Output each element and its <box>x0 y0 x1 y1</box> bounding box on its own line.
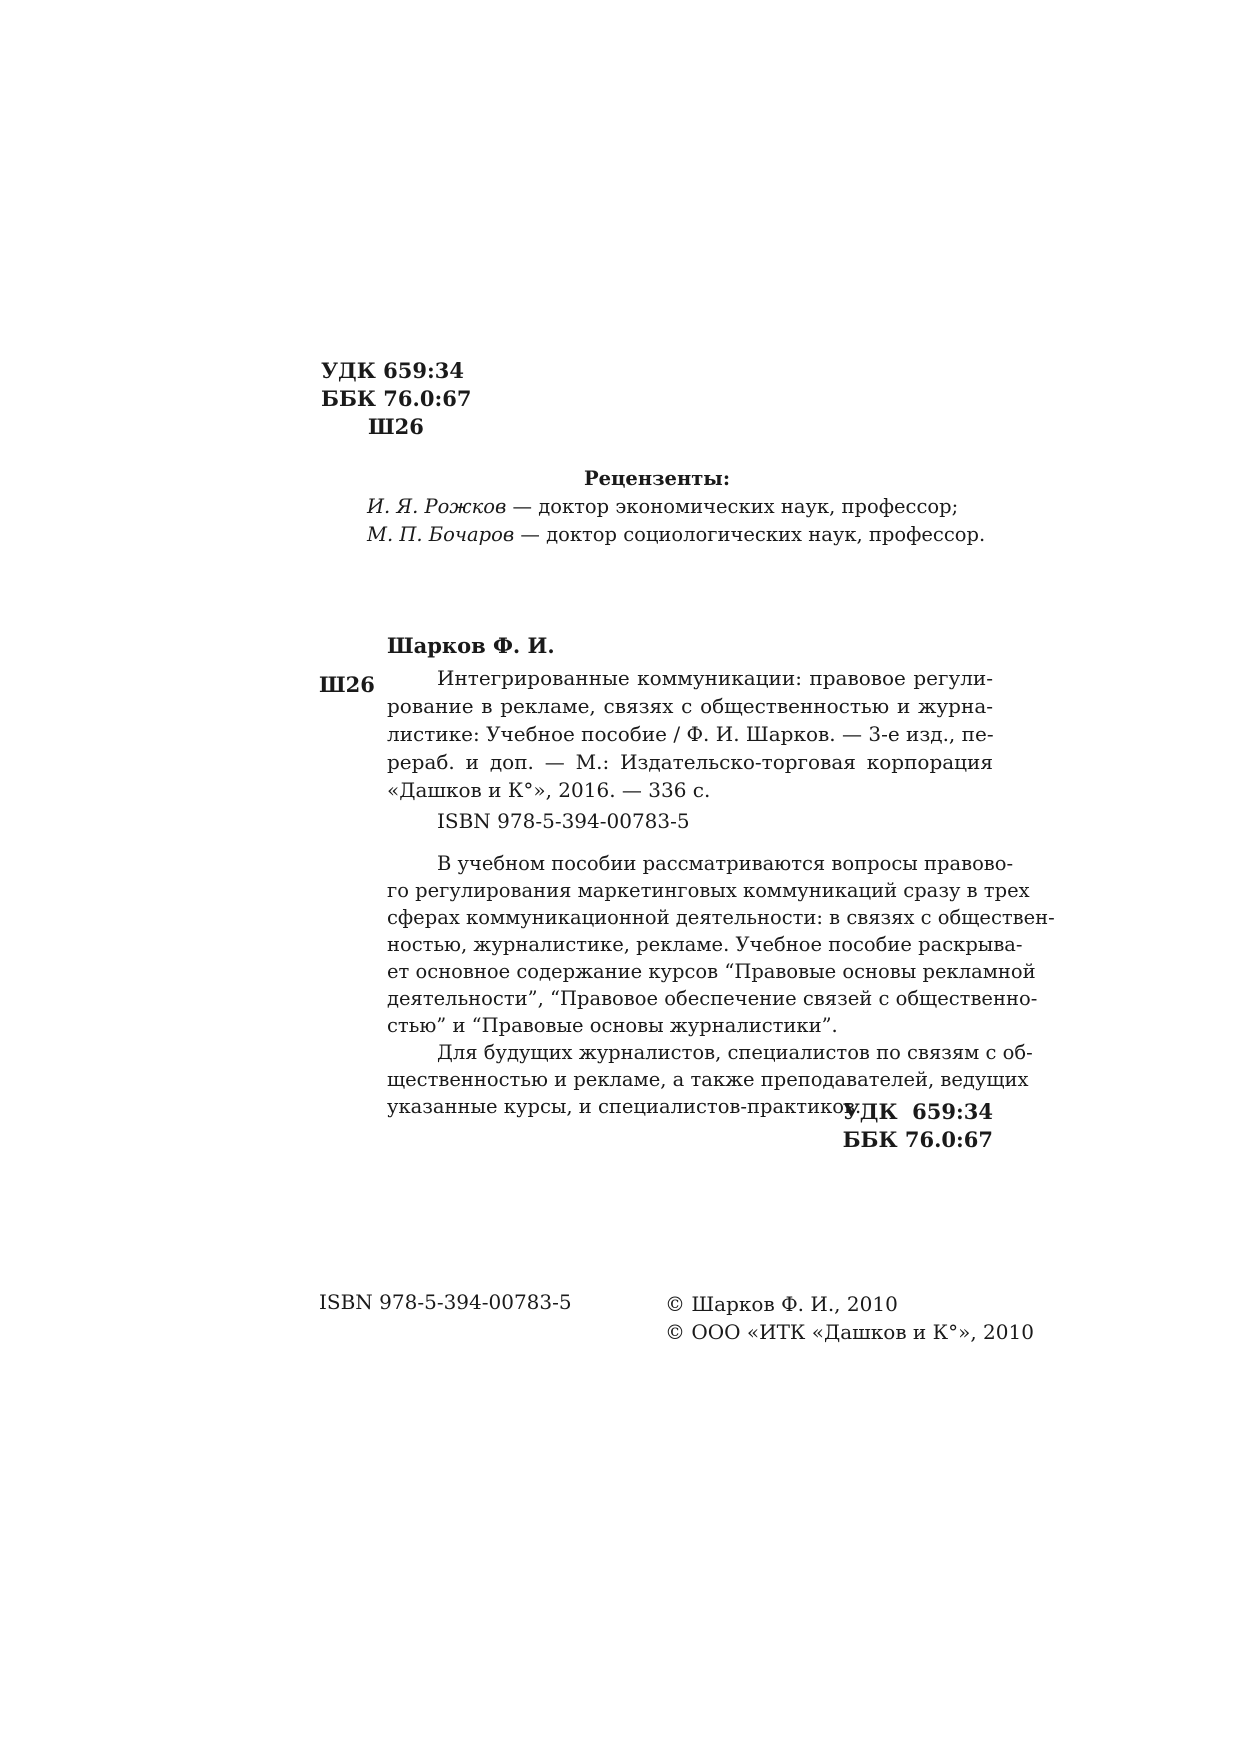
annotation-line: сферах коммуникационной деятельности: в связях с обществен- <box>387 906 1055 929</box>
annotation-line: указанные курсы, и специалистов-практиков. <box>387 1095 862 1118</box>
bbk-code: ББК 76.0:67 <box>321 386 472 411</box>
annotation <box>387 850 1055 1120</box>
reviewer-1-name: И. Я. Рожков <box>367 495 507 518</box>
annotation-line: го регулирования маркетинговых коммуникаций сразу в трех <box>387 879 1030 902</box>
bib-line: «Дашков и К°», 2016. — 336 с. <box>387 778 711 802</box>
reviewer-2 <box>321 521 993 549</box>
annotation-line: ет основное содержание курсов “Правовые основы рекламной <box>387 960 1036 983</box>
bib-line: рераб. и доп. — М.: Издательско-торговая корпорация <box>387 750 993 774</box>
annotation-line: Для будущих журналистов, специалистов по связям с об- <box>437 1041 1033 1064</box>
udk-code: УДК 659:34 <box>321 358 464 383</box>
annotation-line: В учебном пособии рассматриваются вопросы правово- <box>437 852 1014 875</box>
bib-line: листике: Учебное пособие / Ф. И. Шарков. — 3-е изд., пе- <box>387 722 994 746</box>
reviewer-1-desc: — доктор экономических наук, профессор; <box>506 495 959 518</box>
reviewers-block <box>321 465 993 549</box>
reviewer-1 <box>321 493 993 521</box>
annotation-line: ностью, журналистике, рекламе. Учебное пособие раскрыва- <box>387 933 1023 956</box>
reviewer-2-name: М. П. Бочаров <box>367 523 515 546</box>
annotation-line: стью” и “Правовые основы журналистики”. <box>387 1014 838 1037</box>
bib-line: Интегрированные коммуникации: правовое регули- <box>437 666 993 690</box>
annotation-line: деятельности”, “Правовое обеспечение связей с общественно- <box>387 987 1038 1010</box>
copyright-author: © Шарков Ф. И., 2010 <box>665 1292 898 1316</box>
classification-codes <box>321 357 471 441</box>
bib-isbn: ISBN 978-5-394-00783-5 <box>437 809 690 833</box>
copyright-publisher: © ООО «ИТК «Дашков и К°», 2010 <box>665 1320 1034 1344</box>
annotation-udk: УДК 659:34 <box>842 1099 993 1124</box>
reviewer-2-desc: — доктор социологических наук, профессор. <box>514 523 986 546</box>
annotation-bbk: ББК 76.0:67 <box>842 1127 993 1152</box>
bib-description <box>387 664 993 804</box>
annotation-codes <box>700 1098 993 1154</box>
author-cipher: Ш26 <box>368 414 424 439</box>
copyright-block <box>665 1290 1034 1346</box>
bib-cipher: Ш26 <box>319 672 375 697</box>
annotation-line: щественностью и рекламе, а также преподавателей, ведущих <box>387 1068 1029 1091</box>
reviewers-title: Рецензенты: <box>583 467 731 490</box>
bib-line: рование в рекламе, связях с общественностью и журна- <box>387 694 993 718</box>
footer-isbn: ISBN 978-5-394-00783-5 <box>319 1290 572 1314</box>
bib-author: Шарков Ф. И. <box>387 633 555 658</box>
